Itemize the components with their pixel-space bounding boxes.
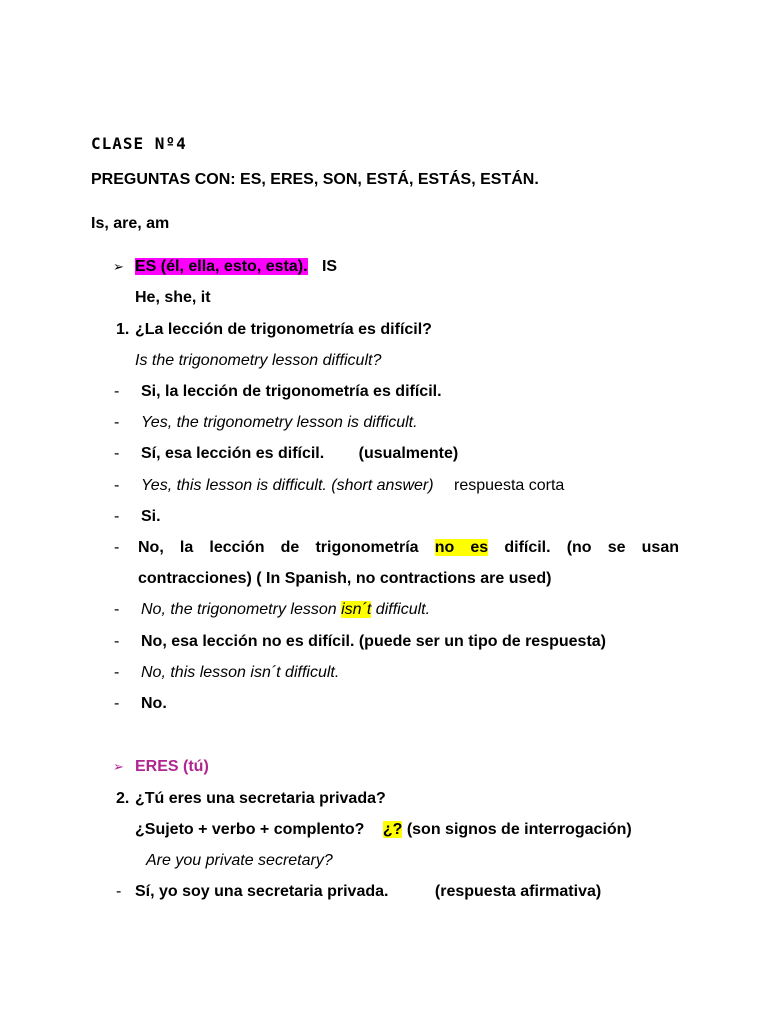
answer-2 <box>141 444 458 464</box>
dash-marker: - <box>114 414 120 431</box>
answer-4-english-highlight: isn´t <box>341 601 372 618</box>
answer-2-english <box>141 476 564 496</box>
answer-6: No. <box>141 695 167 712</box>
intro-line: Is, are, am <box>91 215 170 232</box>
question-2-number: 2. <box>116 790 130 807</box>
question-1-english: Is the trigonometry lesson difficult? <box>135 352 382 369</box>
question-signs-note: (son signos de interrogación) <box>406 821 632 838</box>
section-es-heading <box>135 257 337 277</box>
answer-eres-1-note: (respuesta afirmativa) <box>434 883 602 900</box>
answer-eres-1-text: Sí, yo soy una secretaria privada. <box>135 883 389 900</box>
answer-eres-1 <box>135 882 601 902</box>
answer-2-english-text: Yes, this lesson is difficult. (short answer) <box>141 477 434 494</box>
answer-2-english-note: respuesta corta <box>454 477 565 494</box>
dash-marker: - <box>114 695 120 712</box>
document-subtitle: PREGUNTAS CON: ES, ERES, SON, ESTÁ, ESTÁS, ESTÁN. <box>91 171 539 188</box>
answer-5: No, esa lección no es difícil. (puede ser un tipo de respuesta) <box>141 633 606 650</box>
dash-marker: - <box>114 477 120 494</box>
question-2: ¿Tú eres una secretaria privada? <box>135 790 386 807</box>
bullet-arrow-icon: ➢ <box>113 259 124 274</box>
question-signs-highlight: ¿? <box>382 821 403 838</box>
bullet-arrow-icon: ➢ <box>113 759 124 774</box>
document-title: CLASE Nº4 <box>91 134 187 153</box>
dash-marker: - <box>114 633 120 650</box>
answer-1: Si, la lección de trigonometría es difícil. <box>141 383 442 400</box>
answer-2-text: Sí, esa lección es difícil. <box>141 445 325 462</box>
answer-4-part-1: No, la lección de trigonometría <box>138 539 419 556</box>
dash-marker: - <box>114 383 120 400</box>
dash-marker: - <box>114 664 120 681</box>
answer-2-note: (usualmente) <box>358 445 459 462</box>
answer-4-line-1 <box>138 538 679 558</box>
answer-4-english-part-1: No, the trigonometry lesson <box>141 601 337 618</box>
question-2-structure <box>135 820 632 840</box>
dash-marker: - <box>116 883 122 900</box>
answer-4-english-part-2: difficult. <box>375 601 431 618</box>
answer-5-english: No, this lesson isn´t difficult. <box>141 664 340 681</box>
structure-text: ¿Sujeto + verbo + complento? <box>135 821 365 838</box>
section-eres-heading: ERES (tú) <box>135 758 209 775</box>
answer-4-line-2: contracciones) ( In Spanish, no contractions are used) <box>138 570 552 587</box>
section-es-english: IS <box>321 258 338 275</box>
section-es-pronouns: He, she, it <box>135 289 211 306</box>
dash-marker: - <box>114 601 120 618</box>
answer-4-highlight: no es <box>434 539 489 556</box>
answer-3: Si. <box>141 508 161 525</box>
answer-4-english <box>141 600 430 620</box>
question-1: ¿La lección de trigonometría es difícil? <box>135 321 432 338</box>
dash-marker: - <box>114 445 120 462</box>
question-2-english: Are you private secretary? <box>146 852 333 869</box>
answer-1-english: Yes, the trigonometry lesson is difficult. <box>141 414 418 431</box>
dash-marker: - <box>114 539 120 556</box>
dash-marker: - <box>114 508 120 525</box>
question-1-number: 1. <box>116 321 130 338</box>
section-es-highlight: ES (él, ella, esto, esta). <box>135 258 308 275</box>
answer-4-part-2: difícil. (no se usan <box>504 539 679 556</box>
